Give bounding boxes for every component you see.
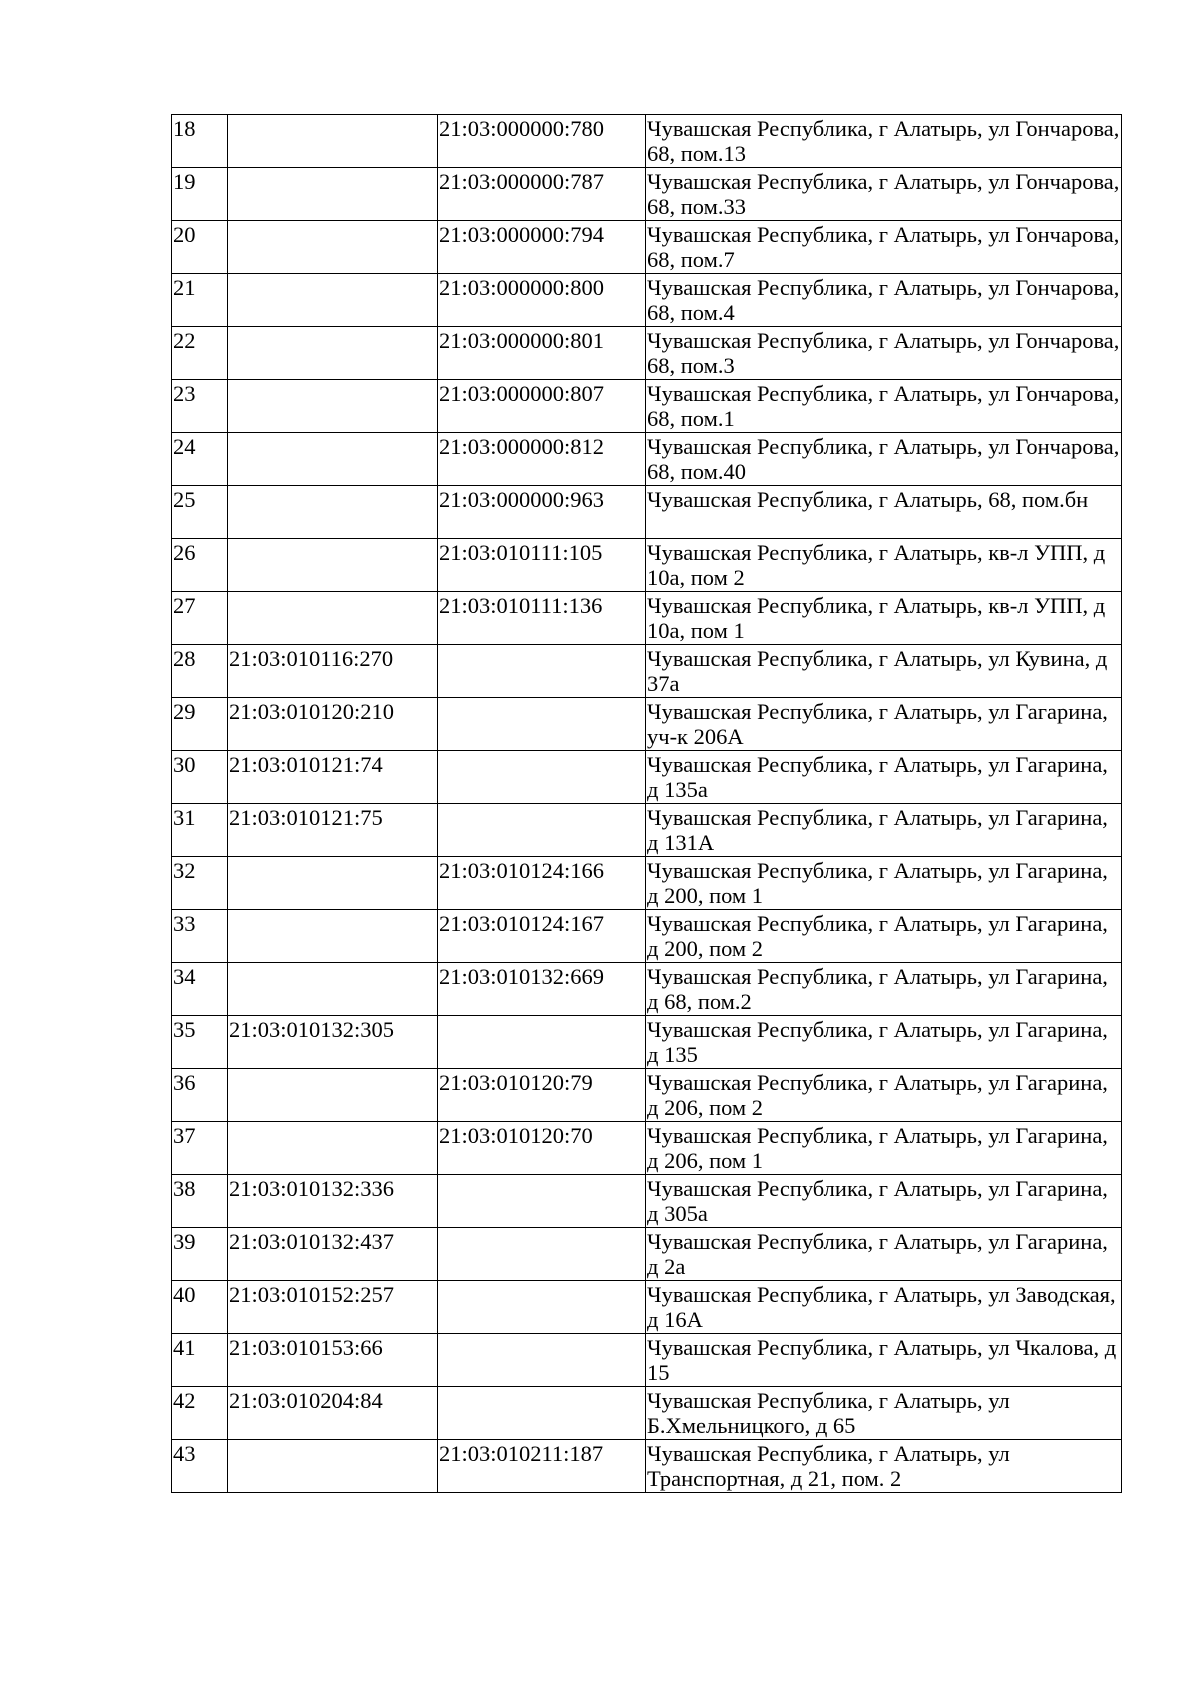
- object-cadastral-number-cell: 21:03:010132:669: [438, 963, 646, 1016]
- table-row: [172, 804, 1122, 857]
- object-cadastral-number-cell: 21:03:010111:105: [438, 539, 646, 592]
- land-cadastral-number-cell: [228, 168, 438, 221]
- object-cadastral-number-cell: 21:03:010211:187: [438, 1440, 646, 1493]
- address-cell: Чувашская Республика, г Алатырь, ул Гагарина, д 206, пом 2: [646, 1069, 1122, 1122]
- row-number-cell: 20: [172, 221, 228, 274]
- object-cadastral-number-cell: 21:03:000000:812: [438, 433, 646, 486]
- row-number-cell: 34: [172, 963, 228, 1016]
- address-cell: Чувашская Республика, г Алатырь, ул Гагарина, д 200, пом 1: [646, 857, 1122, 910]
- property-table-body: [172, 115, 1122, 1493]
- land-cadastral-number-cell: [228, 1069, 438, 1122]
- land-cadastral-number-cell: 21:03:010132:437: [228, 1228, 438, 1281]
- object-cadastral-number-cell: [438, 804, 646, 857]
- row-number-cell: 37: [172, 1122, 228, 1175]
- table-row: [172, 857, 1122, 910]
- address-cell: Чувашская Республика, г Алатырь, ул Гагарина, д 135: [646, 1016, 1122, 1069]
- land-cadastral-number-cell: [228, 380, 438, 433]
- table-row: [172, 1069, 1122, 1122]
- object-cadastral-number-cell: 21:03:000000:794: [438, 221, 646, 274]
- row-number-cell: 21: [172, 274, 228, 327]
- address-cell: Чувашская Республика, г Алатырь, ул Гагарина, д 68, пом.2: [646, 963, 1122, 1016]
- land-cadastral-number-cell: [228, 115, 438, 168]
- property-table: [171, 114, 1122, 1493]
- object-cadastral-number-cell: [438, 698, 646, 751]
- table-row: [172, 1334, 1122, 1387]
- table-row: [172, 1387, 1122, 1440]
- object-cadastral-number-cell: 21:03:010124:166: [438, 857, 646, 910]
- address-cell: Чувашская Республика, г Алатырь, ул Гагарина, д 200, пом 2: [646, 910, 1122, 963]
- address-cell: Чувашская Республика, г Алатырь, ул Заводская, д 16А: [646, 1281, 1122, 1334]
- table-row: [172, 1122, 1122, 1175]
- land-cadastral-number-cell: [228, 486, 438, 539]
- address-cell: Чувашская Республика, г Алатырь, ул Гончарова, 68, пом.33: [646, 168, 1122, 221]
- row-number-cell: 28: [172, 645, 228, 698]
- table-row: [172, 486, 1122, 539]
- land-cadastral-number-cell: 21:03:010153:66: [228, 1334, 438, 1387]
- address-cell: Чувашская Республика, г Алатырь, ул Транспортная, д 21, пом. 2: [646, 1440, 1122, 1493]
- land-cadastral-number-cell: 21:03:010121:74: [228, 751, 438, 804]
- land-cadastral-number-cell: [228, 963, 438, 1016]
- land-cadastral-number-cell: 21:03:010121:75: [228, 804, 438, 857]
- table-row: [172, 1228, 1122, 1281]
- table-row: [172, 221, 1122, 274]
- row-number-cell: 27: [172, 592, 228, 645]
- address-cell: Чувашская Республика, г Алатырь, ул Гончарова, 68, пом.13: [646, 115, 1122, 168]
- land-cadastral-number-cell: 21:03:010116:270: [228, 645, 438, 698]
- object-cadastral-number-cell: 21:03:000000:787: [438, 168, 646, 221]
- row-number-cell: 39: [172, 1228, 228, 1281]
- row-number-cell: 25: [172, 486, 228, 539]
- address-cell: Чувашская Республика, г Алатырь, ул Гагарина, д 2а: [646, 1228, 1122, 1281]
- row-number-cell: 42: [172, 1387, 228, 1440]
- row-number-cell: 32: [172, 857, 228, 910]
- object-cadastral-number-cell: [438, 1281, 646, 1334]
- land-cadastral-number-cell: [228, 221, 438, 274]
- address-cell: Чувашская Республика, г Алатырь, ул Гагарина, уч-к 206А: [646, 698, 1122, 751]
- object-cadastral-number-cell: 21:03:000000:780: [438, 115, 646, 168]
- land-cadastral-number-cell: [228, 1122, 438, 1175]
- table-row: [172, 539, 1122, 592]
- table-row: [172, 115, 1122, 168]
- object-cadastral-number-cell: [438, 751, 646, 804]
- object-cadastral-number-cell: [438, 1334, 646, 1387]
- table-row: [172, 963, 1122, 1016]
- address-cell: Чувашская Республика, г Алатырь, ул Б.Хмельницкого, д 65: [646, 1387, 1122, 1440]
- row-number-cell: 35: [172, 1016, 228, 1069]
- object-cadastral-number-cell: 21:03:000000:800: [438, 274, 646, 327]
- row-number-cell: 36: [172, 1069, 228, 1122]
- address-cell: Чувашская Республика, г Алатырь, ул Гончарова, 68, пом.3: [646, 327, 1122, 380]
- object-cadastral-number-cell: 21:03:000000:963: [438, 486, 646, 539]
- object-cadastral-number-cell: [438, 645, 646, 698]
- address-cell: Чувашская Республика, г Алатырь, ул Кувина, д 37а: [646, 645, 1122, 698]
- row-number-cell: 38: [172, 1175, 228, 1228]
- object-cadastral-number-cell: 21:03:000000:801: [438, 327, 646, 380]
- table-row: [172, 751, 1122, 804]
- object-cadastral-number-cell: 21:03:010120:70: [438, 1122, 646, 1175]
- land-cadastral-number-cell: 21:03:010120:210: [228, 698, 438, 751]
- table-row: [172, 274, 1122, 327]
- row-number-cell: 40: [172, 1281, 228, 1334]
- table-row: [172, 1016, 1122, 1069]
- table-row: [172, 433, 1122, 486]
- row-number-cell: 18: [172, 115, 228, 168]
- address-cell: Чувашская Республика, г Алатырь, ул Гончарова, 68, пом.1: [646, 380, 1122, 433]
- table-row: [172, 1281, 1122, 1334]
- land-cadastral-number-cell: 21:03:010132:336: [228, 1175, 438, 1228]
- address-cell: Чувашская Республика, г Алатырь, ул Гагарина, д 305а: [646, 1175, 1122, 1228]
- land-cadastral-number-cell: [228, 1440, 438, 1493]
- row-number-cell: 43: [172, 1440, 228, 1493]
- address-cell: Чувашская Республика, г Алатырь, ул Гончарова, 68, пом.7: [646, 221, 1122, 274]
- table-row: [172, 592, 1122, 645]
- land-cadastral-number-cell: [228, 274, 438, 327]
- address-cell: Чувашская Республика, г Алатырь, ул Гагарина, д 135а: [646, 751, 1122, 804]
- address-cell: Чувашская Республика, г Алатырь, ул Гагарина, д 131А: [646, 804, 1122, 857]
- land-cadastral-number-cell: [228, 433, 438, 486]
- table-row: [172, 327, 1122, 380]
- table-row: [172, 645, 1122, 698]
- address-cell: Чувашская Республика, г Алатырь, 68, пом.бн: [646, 486, 1122, 539]
- land-cadastral-number-cell: [228, 539, 438, 592]
- row-number-cell: 26: [172, 539, 228, 592]
- object-cadastral-number-cell: 21:03:010120:79: [438, 1069, 646, 1122]
- table-row: [172, 698, 1122, 751]
- land-cadastral-number-cell: 21:03:010204:84: [228, 1387, 438, 1440]
- object-cadastral-number-cell: 21:03:010124:167: [438, 910, 646, 963]
- object-cadastral-number-cell: 21:03:010111:136: [438, 592, 646, 645]
- row-number-cell: 41: [172, 1334, 228, 1387]
- table-row: [172, 910, 1122, 963]
- object-cadastral-number-cell: [438, 1228, 646, 1281]
- row-number-cell: 31: [172, 804, 228, 857]
- row-number-cell: 22: [172, 327, 228, 380]
- land-cadastral-number-cell: 21:03:010132:305: [228, 1016, 438, 1069]
- row-number-cell: 29: [172, 698, 228, 751]
- object-cadastral-number-cell: 21:03:000000:807: [438, 380, 646, 433]
- object-cadastral-number-cell: [438, 1016, 646, 1069]
- table-row: [172, 380, 1122, 433]
- row-number-cell: 33: [172, 910, 228, 963]
- table-row: [172, 1175, 1122, 1228]
- row-number-cell: 19: [172, 168, 228, 221]
- address-cell: Чувашская Республика, г Алатырь, ул Гончарова, 68, пом.40: [646, 433, 1122, 486]
- land-cadastral-number-cell: [228, 327, 438, 380]
- land-cadastral-number-cell: [228, 857, 438, 910]
- address-cell: Чувашская Республика, г Алатырь, кв-л УПП, д 10а, пом 1: [646, 592, 1122, 645]
- address-cell: Чувашская Республика, г Алатырь, ул Гончарова, 68, пом.4: [646, 274, 1122, 327]
- land-cadastral-number-cell: [228, 592, 438, 645]
- address-cell: Чувашская Республика, г Алатырь, кв-л УПП, д 10а, пом 2: [646, 539, 1122, 592]
- land-cadastral-number-cell: [228, 910, 438, 963]
- land-cadastral-number-cell: 21:03:010152:257: [228, 1281, 438, 1334]
- table-row: [172, 1440, 1122, 1493]
- row-number-cell: 24: [172, 433, 228, 486]
- address-cell: Чувашская Республика, г Алатырь, ул Гагарина, д 206, пом 1: [646, 1122, 1122, 1175]
- row-number-cell: 23: [172, 380, 228, 433]
- object-cadastral-number-cell: [438, 1387, 646, 1440]
- row-number-cell: 30: [172, 751, 228, 804]
- address-cell: Чувашская Республика, г Алатырь, ул Чкалова, д 15: [646, 1334, 1122, 1387]
- table-row: [172, 168, 1122, 221]
- object-cadastral-number-cell: [438, 1175, 646, 1228]
